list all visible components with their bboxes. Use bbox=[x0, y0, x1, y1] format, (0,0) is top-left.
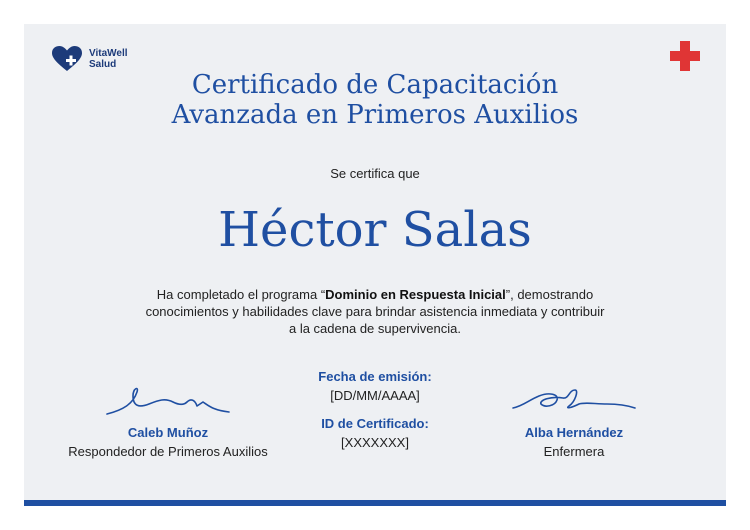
certificate-id-value: [XXXXXXX] bbox=[341, 435, 409, 450]
signatory-name: Caleb Muñoz bbox=[127, 425, 209, 440]
title-line-2: Avanzada en Primeros Auxilios bbox=[171, 100, 579, 130]
desc-before: Ha completado el programa “ bbox=[156, 287, 326, 302]
certify-text: Se certifica que bbox=[330, 166, 420, 181]
certificate-title bbox=[24, 70, 726, 130]
signature-alba bbox=[509, 384, 639, 420]
brand-name: VitaWell Salud bbox=[89, 48, 128, 70]
brand-logo bbox=[51, 45, 149, 73]
certificate bbox=[24, 24, 726, 506]
certificate-id-label: ID de Certificado: bbox=[321, 416, 429, 431]
title-line-1: Certificado de Capacitación bbox=[191, 70, 559, 100]
signature-block-right bbox=[484, 384, 664, 459]
issue-date-value: [DD/MM/AAAA] bbox=[330, 388, 420, 403]
heart-plus-icon bbox=[51, 45, 83, 73]
recipient-name: Héctor Salas bbox=[218, 202, 532, 258]
issue-date-label: Fecha de emisión: bbox=[318, 369, 432, 384]
signature-block-left bbox=[60, 384, 276, 459]
program-name: Dominio en Respuesta Inicial bbox=[325, 287, 506, 302]
medical-cross-icon bbox=[669, 40, 701, 72]
signatory-role: Respondedor de Primeros Auxilios bbox=[68, 444, 268, 459]
signature-caleb bbox=[103, 384, 233, 420]
signatory-role: Enfermera bbox=[543, 444, 605, 459]
signatory-name: Alba Hernández bbox=[524, 425, 624, 440]
bottom-accent-bar bbox=[24, 500, 726, 506]
desc-after: ”, demostrando conocimientos y habilidades clave para brindar asistencia inmediata y contribuir a la cadena de supervivencia. bbox=[145, 287, 605, 336]
program-description bbox=[144, 286, 606, 337]
certificate-details bbox=[284, 369, 466, 450]
